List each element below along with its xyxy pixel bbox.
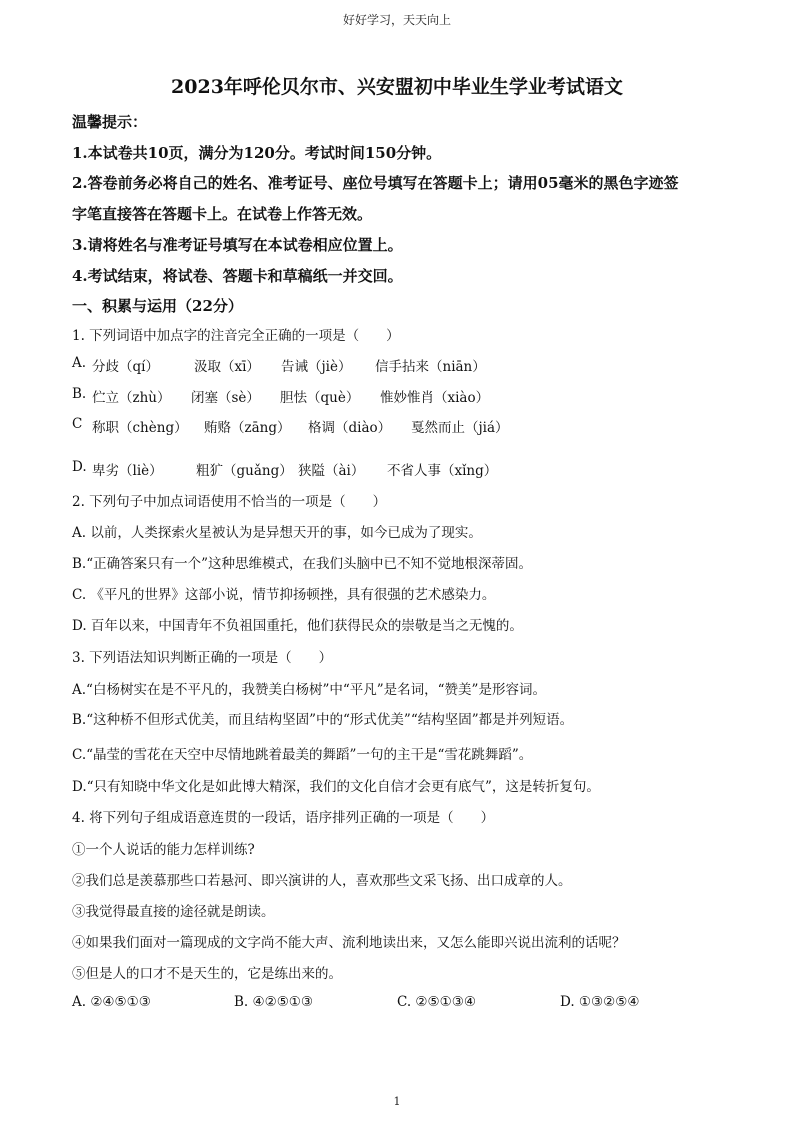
notice-item-2-continued: 字笔直接答在答题卡上。在试卷上作答无效。	[72, 205, 373, 223]
q4-option-c: C. ②⑤①③④	[397, 994, 476, 1010]
word-item: 告诫（jiè）	[281, 359, 352, 375]
q4-sentence-1: ①一个人说话的能力怎样训练?	[72, 842, 255, 858]
q2-stem: 2. 下列句子中加点词语使用不恰当的一项是（ ）	[72, 494, 387, 510]
option-label: B.	[72, 386, 87, 402]
q4-sentence-3: ③我觉得最直接的途径就是朗读。	[72, 904, 275, 920]
word-item: 分歧（qí）	[92, 359, 159, 375]
notice-item-4: 4.考试结束，将试卷、答题卡和草稿纸一并交回。	[72, 267, 403, 285]
exam-title: 2023年呼伦贝尔市、兴安盟初中毕业生学业考试语文	[171, 76, 623, 98]
word-item: 贿赂（zāng）	[204, 420, 291, 436]
word-item: 汲取（xī）	[194, 359, 260, 375]
word-item: 胆怯（què）	[280, 390, 360, 406]
word-item: 不省人事（xǐng）	[387, 463, 498, 479]
word-item: 粗犷（guǎng）	[196, 463, 293, 479]
q4-stem: 4. 将下列句子组成语意连贯的一段话，语序排列正确的一项是（ ）	[72, 810, 495, 826]
q3-option-c: C.“晶莹的雪花在天空中尽情地跳着最美的舞蹈”一句的主干是“雪花跳舞蹈”。	[72, 747, 533, 763]
q3-stem: 3. 下列语法知识判断正确的一项是（ ）	[72, 650, 333, 666]
notice-item-2: 2.答卷前务必将自己的姓名、准考证号、座位号填写在答题卡上；请用05毫米的黑色字迹签	[72, 174, 679, 192]
q4-option-a: A. ②④⑤①③	[72, 994, 151, 1010]
q2-option-d: D. 百年以来，中国青年不负祖国重托，他们获得民众的崇敬是当之无愧的。	[72, 618, 523, 634]
word-item: 惟妙惟肖（xiào）	[380, 390, 490, 406]
q4-sentence-2: ②我们总是羡慕那些口若悬河、即兴演讲的人，喜欢那些文采飞扬、出口成章的人。	[72, 873, 572, 889]
q4-sentence-5: ⑤但是人的口才不是天生的，它是练出来的。	[72, 966, 342, 982]
notice-heading: 温馨提示：	[72, 113, 148, 131]
section-heading: 一、积累与运用（22分）	[72, 297, 243, 315]
word-item: 称职（chèng）	[92, 420, 188, 436]
q3-option-b: B.“这种桥不但形式优美，而且结构坚固”中的“形式优美”“结构坚固”都是并列短语。	[72, 712, 574, 728]
q3-option-d: D.“只有知晓中华文化是如此博大精深，我们的文化自信才会更有底气”，这是转折复句。	[72, 779, 600, 795]
option-label: C	[72, 416, 83, 432]
word-item: 卑劣（liè）	[92, 463, 163, 479]
q2-option-b: B.“正确答案只有一个”这种思维模式，在我们头脑中已不知不觉地根深蒂固。	[72, 556, 533, 572]
q1-stem: 1. 下列词语中加点字的注音完全正确的一项是（ ）	[72, 328, 400, 344]
notice-item-1: 1.本试卷共10页，满分为120分。考试时间150分钟。	[72, 144, 442, 162]
option-label: A.	[72, 355, 87, 371]
word-item: 格调（diào）	[308, 420, 392, 436]
notice-item-3: 3.请将姓名与准考证号填写在本试卷相应位置上。	[72, 236, 403, 254]
option-label: D.	[72, 459, 87, 475]
q4-option-d: D. ①③②⑤④	[560, 994, 640, 1010]
q2-option-a: A. 以前，人类探索火星被认为是异想天开的事，如今已成为了现实。	[72, 525, 482, 541]
page-header: 好好学习，天天向上	[342, 13, 451, 27]
q4-sentence-4: ④如果我们面对一篇现成的文字尚不能大声、流利地读出来，又怎么能即兴说出流利的话呢？	[72, 935, 626, 951]
page-number: 1	[393, 1095, 401, 1108]
q4-option-b: B. ④②⑤①③	[234, 994, 314, 1010]
word-item: 狭隘（ài）	[298, 463, 365, 479]
word-item: 伫立（zhù）	[92, 390, 171, 406]
q2-option-c: C. 《平凡的世界》这部小说，情节抑扬顿挫，具有很强的艺术感染力。	[72, 587, 496, 603]
word-item: 信手拈来（niān）	[375, 359, 486, 375]
word-item: 闭塞（sè）	[191, 390, 260, 406]
q3-option-a: A.“白杨树实在是不平凡的，我赞美白杨树”中“平凡”是名词，“赞美”是形容词。	[72, 682, 546, 698]
word-item: 戛然而止（jiá）	[411, 420, 509, 436]
